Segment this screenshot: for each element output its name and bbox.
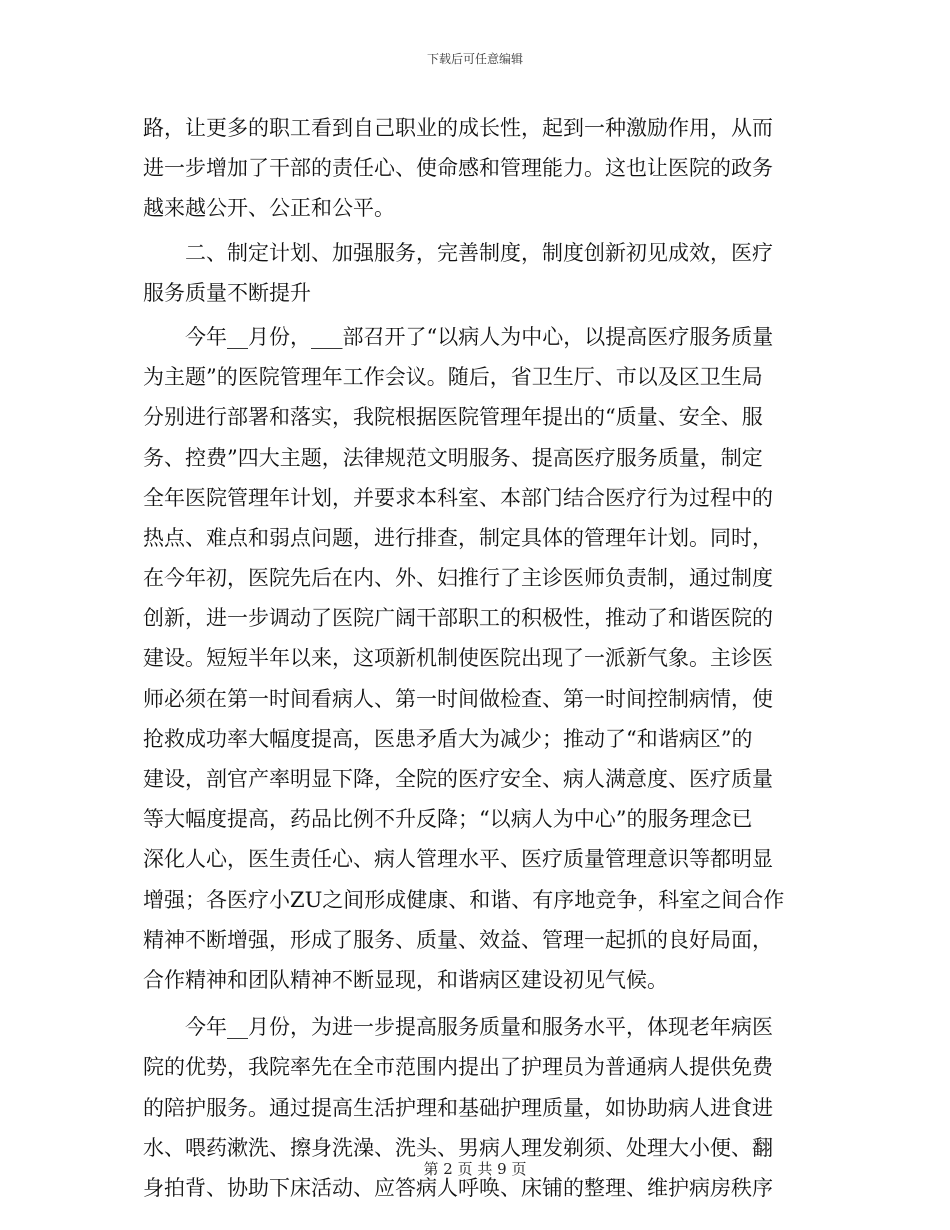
text-line: 在今年初，医院先后在内、外、妇推行了主诊医师负责制，通过制度: [143, 566, 773, 591]
text-line: 院的优势，我院率先在全市范围内提出了护理员为普通病人提供免费: [143, 1055, 773, 1080]
text-line: 建设，剖官产率明显下降，全院的医疗安全、病人满意度、医疗质量: [143, 767, 773, 791]
text-line: 今年__月份，为进一步提高服务质量和服务水平，体现老年病医: [185, 1015, 773, 1040]
text-line: 务、控费”四大主题，法律规范文明服务、提高医疗服务质量，制定: [143, 445, 763, 470]
section-heading-2: [143, 233, 807, 313]
text-line: 路，让更多的职工看到自己职业的成长性，起到一种激励作用，从而: [143, 116, 773, 140]
paragraph-3: [143, 317, 807, 1000]
text-line: 为主题”的医院管理年工作会议。随后，省卫生厅、市以及区卫生局: [143, 365, 763, 390]
page-header: [0, 50, 950, 67]
page-number: 第 2 页 共 9 页: [423, 1160, 527, 1178]
header-text: 下载后可任意编辑: [426, 52, 523, 66]
text-line: 抢救成功率大幅度提高，医患矛盾大为减少；推动了“和谐病区”的: [143, 726, 753, 751]
text-line: 热点、难点和弱点问题，进行排查，制定具体的管理年计划。同时，: [143, 525, 773, 550]
text-line: 今年__月份，___部召开了“以病人为中心，以提高医疗服务质量: [185, 324, 774, 349]
text-line: 增强；各医疗小ZU之间形成健康、和谐、有序地竞争，科室之间合作: [143, 887, 785, 912]
text-line: 师必须在第一时间看病人、第一时间做检查、第一时间控制病情，使: [143, 686, 773, 711]
text-line: 建设。短短半年以来，这项新机制使医院出现了一派新气象。主诊医: [143, 646, 773, 671]
page-footer: [0, 1158, 950, 1179]
text-line: 深化人心，医生责任心、病人管理水平、医疗质量管理意识等都明显: [143, 847, 773, 872]
text-line: 等大幅度提高，药品比例不升反降；“以病人为中心”的服务理念已: [143, 807, 753, 832]
text-line: 身拍背、协助下床活动、应答病人呼唤、床铺的整理、维护病房秩序: [143, 1175, 773, 1200]
text-line: 越来越公开、公正和公平。: [143, 196, 395, 221]
document-body: [143, 108, 807, 1208]
text-line: 精神不断增强，形成了服务、质量、效益、管理一起抓的良好局面，: [143, 927, 773, 952]
text-line: 服务质量不断提升: [143, 280, 311, 305]
text-line: 进一步增加了干部的责任心、使命感和管理能力。这也让医院的政务: [143, 156, 773, 181]
text-line: 的陪护服务。通过提高生活护理和基础护理质量，如协助病人进食进: [143, 1095, 773, 1120]
text-line: 水、喂药漱洗、擦身洗澡、洗头、男病人理发剃须、处理大小便、翻: [143, 1135, 773, 1160]
text-line: 创新，进一步调动了医院广阔干部职工的积极性，推动了和谐医院的: [143, 606, 773, 631]
paragraph-1: [143, 108, 807, 229]
text-line: 全年医院管理年计划，并要求本科室、本部门结合医疗行为过程中的: [143, 485, 773, 510]
text-line: 分别进行部署和落实，我院根据医院管理年提出的“质量、安全、服: [143, 405, 763, 430]
text-line: 二、制定计划、加强服务，完善制度，制度创新初见成效，医疗: [185, 240, 773, 265]
text-line: 合作精神和团队精神不断显现，和谐病区建设初见气候。: [143, 967, 668, 992]
